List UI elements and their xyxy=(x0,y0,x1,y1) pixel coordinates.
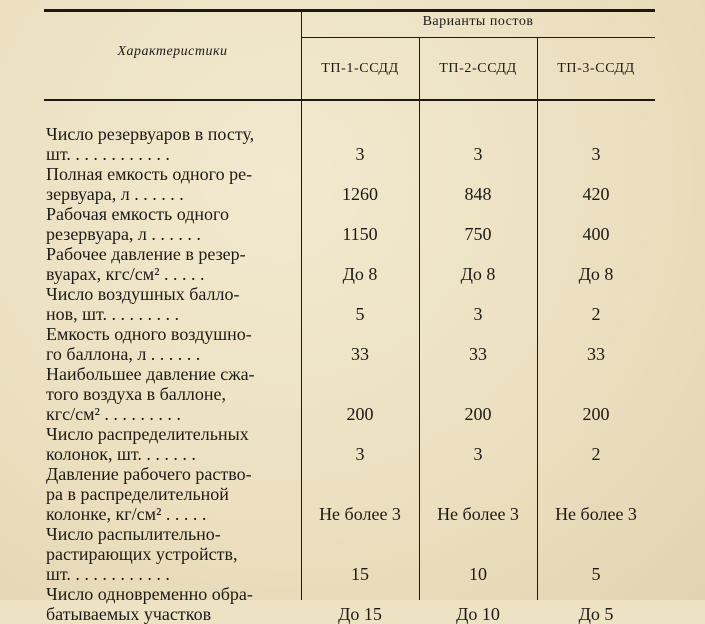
column-header-tp2: ТП-2-ССДД xyxy=(439,61,517,76)
row-value: Не более 3 xyxy=(319,504,401,524)
row-label-line: кгс/см² . . . . . . . . . xyxy=(46,404,181,424)
row-label-line: го баллона, л . . . . . . xyxy=(46,344,201,364)
row-value: До 8 xyxy=(342,264,378,284)
row-label-line: вуарах, кгс/см² . . . . . xyxy=(46,264,205,284)
header-bottom-rule xyxy=(44,99,655,101)
row-label-line: Рабочая емкость одного xyxy=(46,204,229,224)
row-value: 200 xyxy=(464,404,492,424)
row-label-line: Число воздушных балло- xyxy=(46,284,240,304)
row-value: 420 xyxy=(582,184,610,204)
row-label-line: Наибольшее давление сжа- xyxy=(46,364,255,384)
row-label-line: Рабочее давление в резер- xyxy=(46,244,246,264)
row-value: До 5 xyxy=(578,604,614,624)
row-label-line: ра в распределительной xyxy=(46,484,229,504)
row-label-line: батываемых участков xyxy=(46,604,212,624)
row-value: До 10 xyxy=(456,604,500,624)
row-label-line: Число распылительно- xyxy=(46,524,221,544)
row-label-line: колонке, кг/см² . . . . . xyxy=(46,504,207,524)
row-label-line: того воздуха в баллоне, xyxy=(46,384,227,404)
variants-header: Варианты постов xyxy=(422,14,534,29)
row-value: 3 xyxy=(473,304,483,324)
row-value: Не более 3 xyxy=(437,504,519,524)
row-value: 33 xyxy=(587,344,605,364)
row-value: До 8 xyxy=(578,264,614,284)
column-header-tp3: ТП-3-ССДД xyxy=(557,61,635,76)
row-label-line: Число резервуаров в посту, xyxy=(46,124,255,144)
row-label-line: шт. . . . . . . . . . . . xyxy=(46,144,170,164)
row-label-line: нов, шт. . . . . . . . . xyxy=(46,304,180,324)
row-value: 3 xyxy=(591,144,601,164)
row-label-line: Емкость одного воздушно- xyxy=(46,324,252,344)
row-value: 3 xyxy=(473,144,483,164)
row-value: 10 xyxy=(469,564,487,584)
row-value: 3 xyxy=(355,444,365,464)
row-value: 3 xyxy=(355,144,365,164)
row-label-line: Давление рабочего раство- xyxy=(46,464,252,484)
row-value: 15 xyxy=(351,564,369,584)
row-value: 1150 xyxy=(342,224,378,244)
variants-underline xyxy=(301,37,655,38)
row-value: 2 xyxy=(591,444,601,464)
row-value: 2 xyxy=(591,304,601,324)
row-value: 400 xyxy=(582,224,610,244)
row-label-line: растирающих устройств, xyxy=(46,544,238,564)
row-value: 5 xyxy=(355,304,365,324)
row-value: 5 xyxy=(591,564,601,584)
column-header-tp1: ТП-1-ССДД xyxy=(321,61,399,76)
row-value: Не более 3 xyxy=(555,504,637,524)
row-value: 33 xyxy=(469,344,487,364)
characteristics-header: Характеристики xyxy=(117,44,228,59)
row-value: 200 xyxy=(346,404,374,424)
row-value: До 15 xyxy=(338,604,382,624)
row-value: 33 xyxy=(351,344,369,364)
row-label-line: Полная емкость одного ре- xyxy=(46,164,253,184)
row-label-line: Число распределительных xyxy=(46,424,249,444)
row-label-line: зервуара, л . . . . . . xyxy=(46,184,184,204)
table-top-rule xyxy=(44,9,655,12)
row-value: 848 xyxy=(464,184,492,204)
row-value: До 8 xyxy=(460,264,496,284)
row-label-line: Число одновременно обра- xyxy=(46,584,253,604)
row-value: 1260 xyxy=(342,184,378,204)
row-label-line: колонок, шт. . . . . . . xyxy=(46,444,196,464)
row-value: 200 xyxy=(582,404,610,424)
row-value: 750 xyxy=(464,224,492,244)
row-label-line: резервуара, л . . . . . . xyxy=(46,224,201,244)
row-label-line: шт. . . . . . . . . . . . xyxy=(46,564,170,584)
row-value: 3 xyxy=(473,444,483,464)
